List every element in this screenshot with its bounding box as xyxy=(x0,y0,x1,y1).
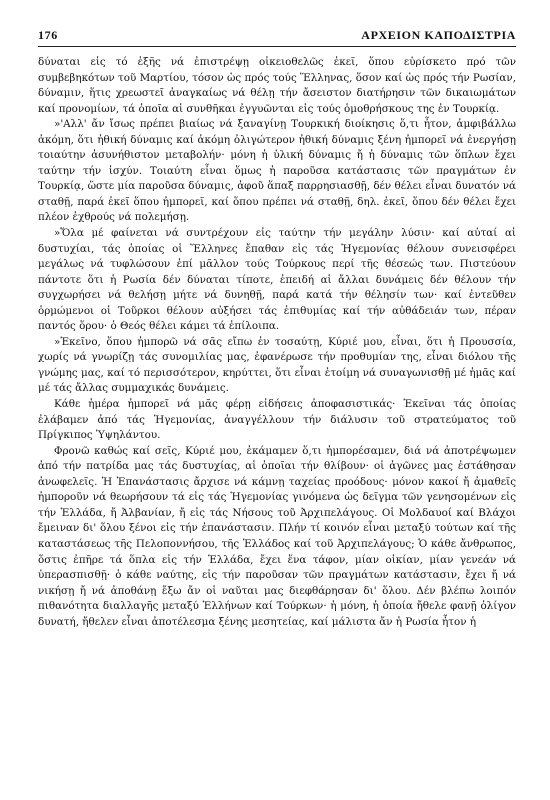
paragraph-3: »Ὅλα μέ φαίνεται νά συντρέχουν εἰς ταύτην τήν μεγάλην λύσιν· καί αὐταί αἱ δυστυχίαι, τάς ὁποίας οἱ Ἕλληνες ἔπαθαν εἰς τάς Ἡγεμονίας θέλουν συνεισφέρει μεγάλως νά τυφλώσουν ἐπί μᾶλλον τούς Τούρκους περί τῆς θέσεώς των. Πιστεύουν πάντοτε ὅτι ἡ Ρωσία δέν δύναται τίποτε, ἐπειδή αἱ ἄλλαι δυνάμεις δέν θέλουν τήν συγχωρήσει νά θελήσῃ μήτε νά δυνηθῇ, παρά κατά τήν θέλησίν των· καί ἐντεῦθεν ὁρμώμενοι οἱ Τοῦρκοι θέλουν αὐξήσει τάς ἐπιθυμίας καί τήν αὐθάδειάν των, πέραν παντός ὅρου· ὁ Θεός θέλει κάμει τά ἐπίλοιπα. xyxy=(38,227,516,333)
paragraph-1: δύναται εἰς τό ἑξῆς νά ἐπιστρέψῃ οἰκειοθελῶς ἐκεῖ, ὅπου εὑρίσκετο πρό τῶν συμβεβηκότων τοῦ Μαρτίου, τόσον ὡς πρός τούς Ἕλληνας, ὅσον καί ὡς πρός τήν Ρωσίαν, δύναμιν, ἥτις χρεωστεῖ ἀναγκαίως νά θέλῃ τήν ἄσειστον διατήρησιν τῶν δικαιωμάτων καί προνομίων, τά ὁποῖα αἱ συνθῆκαι ἐγγυῶνται εἰς τούς ὁμοθρήσκους της ἐν Τουρκίᾳ. xyxy=(38,56,516,115)
running-title: ΑΡΧΕΙΟΝ ΚΑΠΟΔΙΣΤΡΙΑ xyxy=(361,28,516,42)
body-text xyxy=(38,55,516,630)
paragraph-2: »'Αλλ' ἄν ἴσως πρέπει βιαίως νά ξαναγίνῃ Τουρκική διοίκησις ὅ,τι ἦτον, ἀμφιβάλλω ἀκόμη, ὅτι ἠθική δύναμις καί ἀκόμη ὀλιγώτερον ἠθική δύναμις ξένη ἠμπορεῖ νά ἐνεργήσῃ τοιαύτην ἀσυνήθιστον μεταβολήν· μόνη ἡ ὑλική δύναμις ἤ ἡ δύναμις τῶν ὅπλων ἔχει ταύτην τήν ἰσχύν. Τοιαύτη εἶναι ὅμως ἡ παροῦσα κατάστασις τῶν πραγμάτων ἐν Τουρκίᾳ, ὥστε μία παροῦσα δύναμις, ἀφοῦ ἅπαξ παρρησιασθῇ, δέν θέλει εἶναι δυνατόν νά σταθῇ, παρά ἐκεῖ ὅπου ἠμπορεῖ, καί ὅπου πρέπει νά σταθῇ, δηλ. ἐκεῖ, ὅπου δέν θέλει ἔχει πλέον ἐχθρούς νά πολεμήσῃ. xyxy=(38,118,516,224)
paragraph-5: Κάθε ἡμέρα ἠμπορεῖ νά μᾶς φέρῃ εἰδήσεις ἀποφασιστικάς· Ἐκεῖναι τάς ὁποίας ἐλάβαμεν ἀπό τάς Ἡγεμονίας, ἀναγγέλλουν τήν διάλυσιν τοῦ στρατεύματος τοῦ Πρίγκιπος Ὑψηλάντου. xyxy=(38,398,516,442)
page-number: 176 xyxy=(38,28,58,42)
page-header xyxy=(38,28,516,47)
paragraph-4: »Ἐκεῖνο, ὅπου ἠμπορῶ νά σᾶς εἴπω ἐν τοσαύτῃ, Κύριέ μου, εἶναι, ὅτι ἡ Προυσσία, χωρίς νά γνωρίζῃ τάς συνομιλίας μας, ἐφανέρωσε τήν προθυμίαν της, εἶναι διόλου τῆς γνώμης μας, καί τό περισσότερον, κηρύττει, ὅτι εἶναι ἑτοίμη νά συναγωνισθῇ μέ ἡμᾶς καί μέ τάς ἄλλας συμμαχικάς δυνάμεις. xyxy=(38,335,516,395)
paragraph-6: Φρονῶ καθώς καί σεῖς, Κύριέ μου, ἐκάμαμεν ὅ,τι ἠμπορέσαμεν, διά νά ἀποτρέψωμεν ἀπό τήν πατρίδα μας τάς δυστυχίας, αἱ ὁποῖαι τήν θλίβουν· οἱ ἀγῶνες μας ἐστάθησαν ἀνωφελεῖς. Ἡ Ἐπανάστασις ἄρχισε νά κάμνῃ ταχείας προόδους· μόνον κακοί ἤ ἀμαθεῖς ἠμποροῦν νά θεωρήσουν τά εἰς τάς Ἡγεμονίας γινόμενα ὡς δεῖγμα τῶν γενησομένων εἰς τήν Ἑλλάδα, ἤ Ἀλβανίαν, ἤ εἰς τάς Νήσους τοῦ Ἀρχιπελάγους. Οἱ Μολδαυοί καί Βλάχοι ἔμειναν δι' ὅλου ξένοι εἰς τήν ἐπανάστασιν. Πλήν τί κοινόν εἶναι μεταξύ τούτων καί τῆς καταστάσεως τῆς Πελοποννήσου, τῆς Ἑλλάδος καί τοῦ Ἀρχιπελάγους; Ὁ κάθε ἄνθρωπος, ὅστις ἐπῆρε τά ὅπλα εἰς τήν Ἑλλάδα, ἔχει ἕνα τάφον, μίαν οἰκίαν, μίαν γενεάν νά ὑπερασπισθῇ· ὁ κάθε ναύτης, εἰς τήν παροῦσαν τῶν πραγμάτων κατάστασιν, ἔχει ἤ νά νικήσῃ ἤ νά ἀποθάνῃ ἔξω ἄν οἱ ναῦται μας διεφθάρησαν δι' ὅλου. Δέν βλέπω λοιπόν πιθανότητα διαλλαγῆς μεταξύ Ἑλλήνων καί Τούρκων· ἡ μόνη, ἡ ὁποία ἤθελε φανῇ ὀλίγον δυνατή, ἤθελεν εἶναι ἀποτέλεσμα ξένης μεσητείας, καί μάλιστα ἄν ἡ Ρωσία ἦτον ἡ xyxy=(38,444,516,628)
